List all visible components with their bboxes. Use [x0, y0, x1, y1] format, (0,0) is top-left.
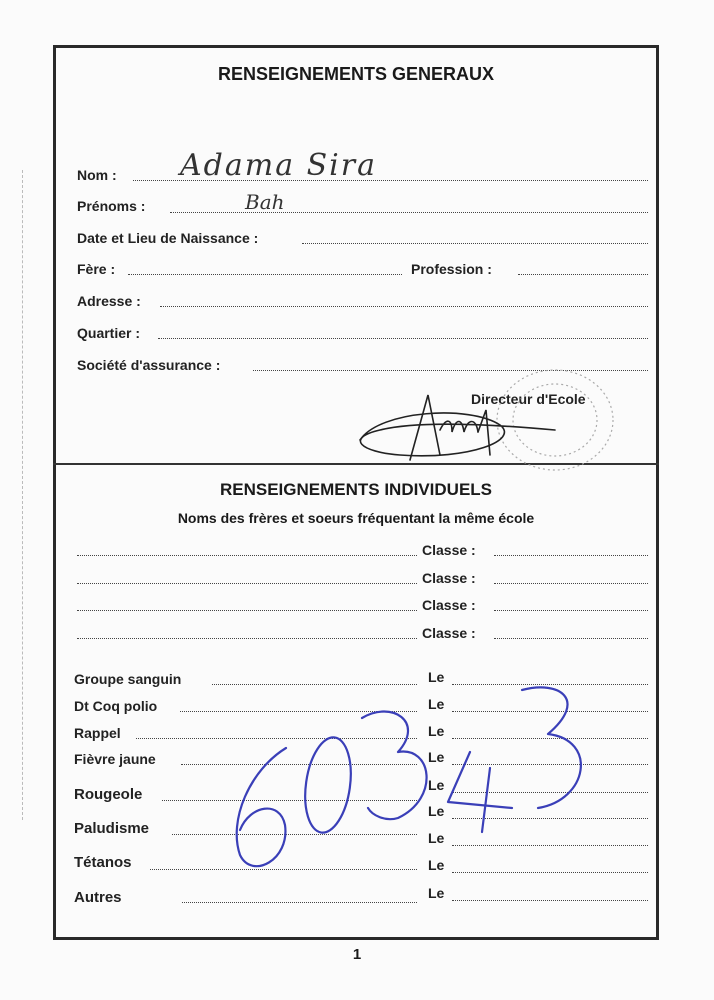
classe-label-2: Classe :	[422, 570, 476, 586]
nom-handwritten-value: Adama Sira	[180, 148, 377, 183]
assurance-label: Société d'assurance :	[77, 357, 221, 373]
director-signature	[360, 395, 555, 460]
profession-label: Profession :	[411, 261, 492, 277]
prenoms-handwritten-value: Bah	[245, 190, 285, 214]
siblings-subtitle: Noms des frères et soeurs fréquentant la même école	[177, 510, 535, 526]
nom-label: Nom :	[77, 167, 117, 183]
le-label-7: Le	[428, 830, 445, 846]
le-label-8: Le	[428, 857, 445, 873]
classe-label-3: Classe :	[422, 597, 476, 613]
individual-section-title: RENSEIGNEMENTS INDIVIDUELS	[219, 480, 493, 499]
page-number: 1	[352, 946, 362, 963]
le-label-2: Le	[428, 696, 445, 712]
medical-label-groupe-sanguin: Groupe sanguin	[74, 671, 182, 687]
le-label-1: Le	[428, 669, 445, 685]
medical-label-fievre-jaune: Fièvre jaune	[74, 751, 156, 767]
medical-label-rappel: Rappel	[74, 725, 121, 741]
school-stamp	[497, 370, 613, 470]
quartier-label: Quartier :	[77, 325, 141, 341]
le-label-5: Le	[428, 777, 445, 793]
handwritten-number-60343	[237, 687, 581, 866]
medical-label-autres: Autres	[74, 889, 122, 906]
naissance-label: Date et Lieu de Naissance :	[77, 230, 259, 246]
le-label-9: Le	[428, 885, 445, 901]
medical-label-paludisme: Paludisme	[74, 820, 150, 837]
general-section-title: RENSEIGNEMENTS GENERAUX	[217, 64, 495, 84]
le-label-3: Le	[428, 723, 445, 739]
medical-label-tetanos: Tétanos	[74, 854, 132, 871]
medical-label-rougeole: Rougeole	[74, 786, 143, 803]
prenoms-label: Prénoms :	[77, 198, 146, 214]
directeur-label: Directeur d'Ecole	[471, 391, 586, 407]
le-label-4: Le	[428, 749, 445, 765]
pere-label: Fère :	[77, 261, 116, 277]
le-label-6: Le	[428, 803, 445, 819]
classe-label-4: Classe :	[422, 625, 476, 641]
medical-label-dt-coq-polio: Dt Coq polio	[74, 698, 158, 714]
adresse-label: Adresse :	[77, 293, 141, 309]
classe-label-1: Classe :	[422, 542, 476, 558]
